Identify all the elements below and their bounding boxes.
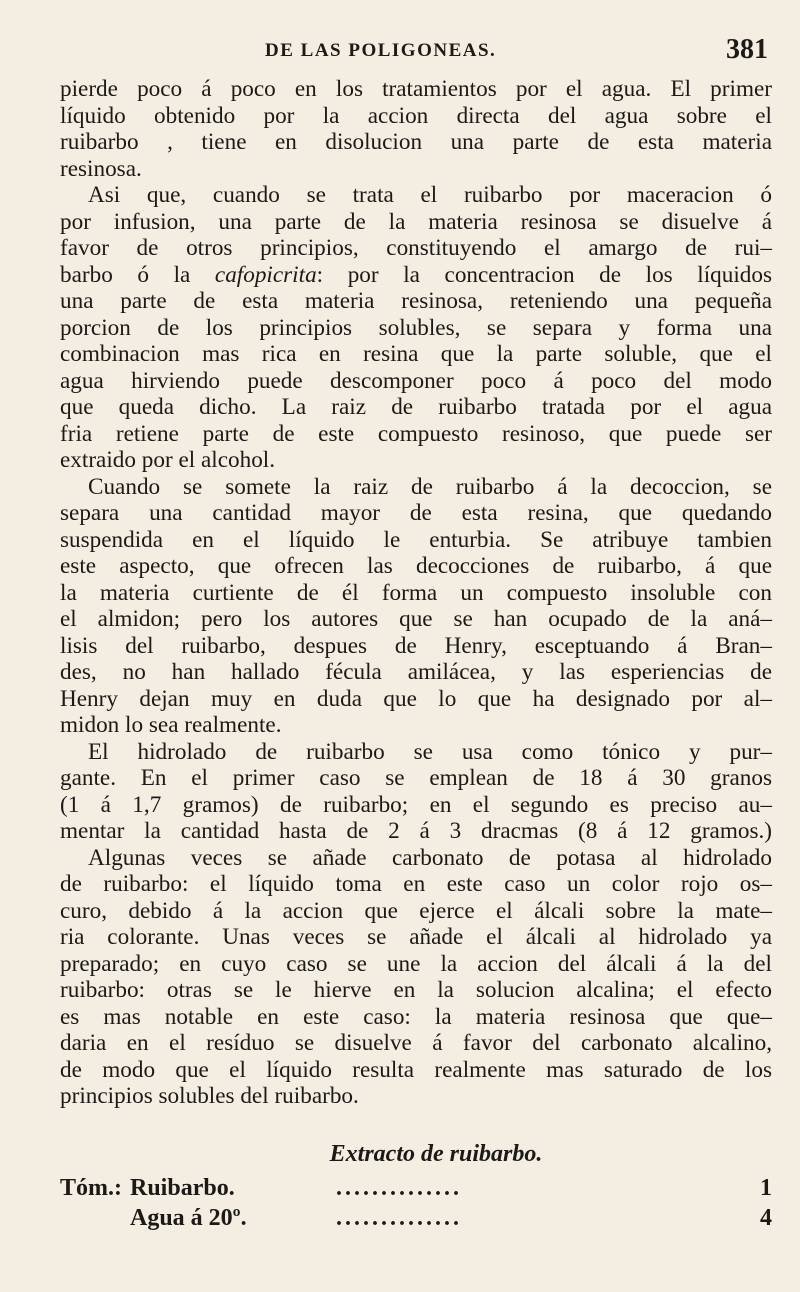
text-line: este aspecto, que ofrecen las decocciones de ruibarbo, á que [60,553,772,579]
text-line: es mas notable en este caso: la materia resinosa que que– [60,1003,772,1030]
text-line: agua hirviendo puede descomponer poco á poco del modo [60,367,772,394]
text-line: fria retiene parte de este compuesto resinoso, que puede ser [60,420,772,447]
text-line: una parte de esta materia resinosa, reteniendo una pequeña [60,288,772,314]
ingredient-name: Agua á 20º. [130,1204,247,1231]
recipe-row [60,1175,772,1205]
leader-dots: .............. [336,1174,462,1201]
text-line-with-term [60,262,772,289]
text-line: ruibarbo: otras se le hierve en la solucion alcalina; el efecto [60,977,772,1003]
ingredient-quantity: 4 [760,1204,772,1231]
text-line: resinosa. [60,155,142,182]
text-line: (1 á 1,7 gramos) de ruibarbo; en el segundo es preciso au– [60,791,772,818]
recipe [60,1175,772,1235]
text-line: combinacion mas rica en resina que la parte soluble, que el [60,341,772,367]
text-line: de ruibarbo: el líquido toma en este caso un color rojo os– [60,871,772,897]
text-line: preparado; en cuyo caso se une la accion del álcali á la del [60,950,772,977]
recipe-label: Tóm.: [60,1174,122,1201]
text-line: Henry dejan muy en duda que lo que ha designado por al– [60,685,772,712]
text-line: gante. En el primer caso se emplean de 18 á 30 granos [60,765,772,791]
text-fragment: barbo ó la [60,261,215,288]
paragraph-start: Cuando se somete la raiz de ruibarbo á la decoccion, se [88,473,772,500]
text-line: favor de otros principios, constituyendo el amargo de rui– [60,235,772,261]
text-line: curo, debido á la accion que ejerce el álcali sobre la mate– [60,897,772,924]
text-line: separa una cantidad mayor de esta resina, que quedando [60,500,772,526]
body-text [60,76,772,1235]
ingredient-quantity: 1 [760,1174,772,1201]
running-head: DE LAS POLIGONEAS. [265,40,497,61]
text-line: des, no han hallado fécula amilácea, y las esperiencias de [60,659,772,685]
text-line: extraido por el alcohol. [60,447,276,473]
italic-term: cafopicrita [214,261,317,288]
paragraph-start: El hidrolado de ruibarbo se usa como tónico y pur– [88,738,772,765]
recipe-row [60,1205,772,1235]
text-line: ruibarbo , tiene en disolucion una parte de esta materia [60,129,772,155]
text-line: suspendida en el líquido le enturbia. Se atribuye tambien [60,526,772,553]
text-line: líquido obtenido por la accion directa del agua sobre el [60,102,772,129]
paragraph-start: Asi que, cuando se trata el ruibarbo por maceracion ó [88,182,772,208]
text-line: que queda dicho. La raiz de ruibarbo tratada por el agua [60,394,772,420]
spacer [60,1110,772,1141]
text-line: midon lo sea realmente. [60,712,282,738]
text-fragment: : por la concentracion de los líquidos [316,261,773,288]
text-line: pierde poco á poco en los tratamientos por el agua. El primer [60,76,772,102]
text-line: por infusion, una parte de la materia resinosa se disuelve á [60,208,772,235]
leader-dots: .............. [336,1204,462,1231]
text-line: daria en el resíduo se disuelve á favor del carbonato alcalino, [60,1030,772,1056]
paragraph-start: Algunas veces se añade carbonato de potasa al hidrolado [88,844,772,871]
text-line: lisis del ruibarbo, despues de Henry, esceptuando á Bran– [60,632,772,659]
text-line: de modo que el líquido resulta realmente mas saturado de los [60,1056,772,1083]
text-line: porcion de los principios solubles, se separa y forma una [60,314,772,341]
text-line: el almidon; pero los autores que se han ocupado de la aná– [60,606,772,632]
section-title: Extracto de ruibarbo. [329,1140,543,1167]
text-line: ria colorante. Unas veces se añade el álcali al hidrolado ya [60,924,772,950]
text-line: mentar la cantidad hasta de 2 á 3 dracmas (8 á 12 gramos.) [60,818,772,844]
page-number: 381 [726,34,768,65]
text-line: la materia curtiente de él forma un compuesto insoluble con [60,579,772,606]
ingredient-name: Ruibarbo. [130,1174,235,1201]
page-header [60,34,772,74]
text-line: principios solubles del ruibarbo. [60,1083,359,1109]
